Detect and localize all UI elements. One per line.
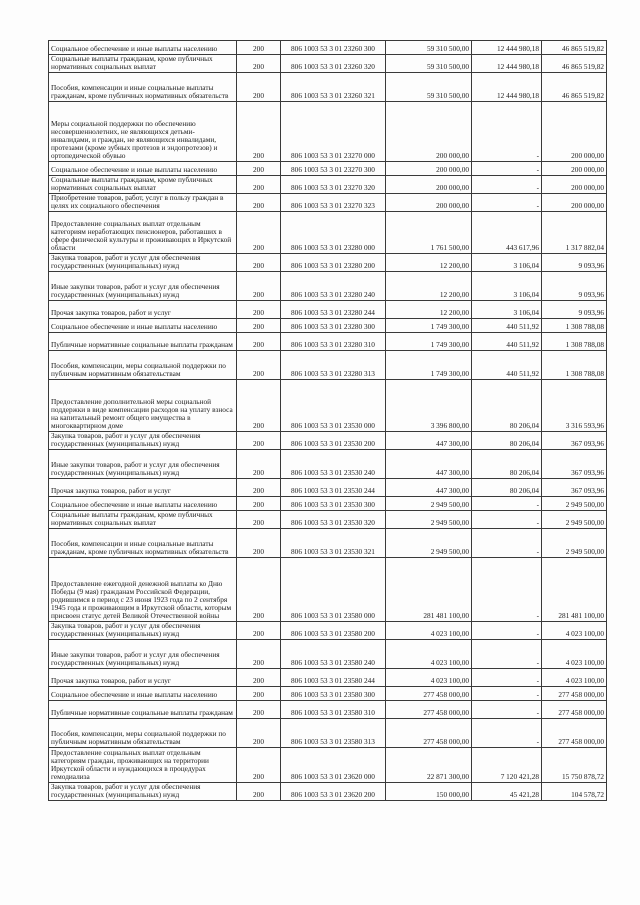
row-name — [49, 479, 237, 497]
table-row — [49, 450, 607, 479]
row-name-text: Пособия, компенсации и иные социальные выплаты гражданам, кроме публичных нормативных обязательств — [51, 539, 229, 557]
table-row — [49, 748, 607, 783]
row-budget-code: 806 1003 53 3 01 23280 310 — [281, 333, 386, 351]
row-unexecuted-amount: 46 865 519,82 — [542, 41, 607, 55]
row-unexecuted-amount: 277 458 000,00 — [542, 687, 607, 701]
row-name — [49, 511, 237, 529]
row-unexecuted-amount: 277 458 000,00 — [542, 701, 607, 719]
table-row — [49, 351, 607, 380]
row-executed-amount: 80 206,04 — [472, 450, 542, 479]
row-executed-amount: 7 120 421,28 — [472, 748, 542, 783]
row-name-text: Закупка товаров, работ и услуг для обеспечения государственных (муниципальных) нужд — [51, 621, 201, 639]
row-executed-amount: 3 106,04 — [472, 301, 542, 319]
row-executed-amount: 440 511,92 — [472, 319, 542, 333]
row-unexecuted-amount: 200 000,00 — [542, 102, 607, 162]
row-approved-amount: 4 023 100,00 — [386, 640, 472, 669]
row-budget-code: 806 1003 53 3 01 23280 200 — [281, 254, 386, 272]
row-name-text: Пособия, компенсации и иные социальные выплаты гражданам, кроме публичных нормативных обязательств — [51, 83, 229, 101]
row-admin-code: 200 — [237, 450, 281, 479]
row-approved-amount: 447 300,00 — [386, 432, 472, 450]
row-admin-code: 200 — [237, 783, 281, 801]
row-name — [49, 319, 237, 333]
table-row — [49, 254, 607, 272]
row-admin-code: 200 — [237, 669, 281, 687]
row-executed-amount: 3 106,04 — [472, 254, 542, 272]
row-admin-code: 200 — [237, 319, 281, 333]
row-budget-code: 806 1003 53 3 01 23270 300 — [281, 162, 386, 176]
row-admin-code: 200 — [237, 479, 281, 497]
row-approved-amount: 1 749 300,00 — [386, 333, 472, 351]
row-approved-amount: 277 458 000,00 — [386, 701, 472, 719]
row-admin-code: 200 — [237, 432, 281, 450]
row-name — [49, 55, 237, 73]
table-row — [49, 333, 607, 351]
row-executed-amount: 12 444 980,18 — [472, 55, 542, 73]
row-unexecuted-amount: 2 949 500,00 — [542, 497, 607, 511]
row-admin-code: 200 — [237, 640, 281, 669]
row-budget-code: 806 1003 53 3 01 23260 321 — [281, 73, 386, 102]
row-budget-code: 806 1003 53 3 01 23530 321 — [281, 529, 386, 558]
row-approved-amount: 4 023 100,00 — [386, 622, 472, 640]
row-approved-amount: 1 749 300,00 — [386, 351, 472, 380]
row-admin-code: 200 — [237, 701, 281, 719]
row-admin-code: 200 — [237, 212, 281, 254]
row-unexecuted-amount: 9 093,96 — [542, 301, 607, 319]
row-budget-code: 806 1003 53 3 01 23580 240 — [281, 640, 386, 669]
row-executed-amount: - — [472, 558, 542, 622]
row-approved-amount: 277 458 000,00 — [386, 687, 472, 701]
row-name-text: Предоставление социальных выплат отдельным категориям граждан, проживающих на территории Иркутской области и нуждающихся в процедурах гемодиализа — [51, 747, 209, 782]
table-row — [49, 212, 607, 254]
table-row — [49, 719, 607, 748]
row-approved-amount: 12 200,00 — [386, 254, 472, 272]
row-approved-amount: 200 000,00 — [386, 162, 472, 176]
row-executed-amount: - — [472, 194, 542, 212]
row-approved-amount: 200 000,00 — [386, 102, 472, 162]
row-approved-amount: 1 749 300,00 — [386, 319, 472, 333]
row-executed-amount: - — [472, 529, 542, 558]
row-unexecuted-amount: 200 000,00 — [542, 194, 607, 212]
row-unexecuted-amount: 4 023 100,00 — [542, 669, 607, 687]
row-unexecuted-amount: 9 093,96 — [542, 272, 607, 301]
row-approved-amount: 4 023 100,00 — [386, 669, 472, 687]
row-executed-amount: 12 444 980,18 — [472, 73, 542, 102]
row-name — [49, 640, 237, 669]
table-row — [49, 479, 607, 497]
row-unexecuted-amount: 2 949 500,00 — [542, 511, 607, 529]
row-admin-code: 200 — [237, 719, 281, 748]
row-approved-amount: 2 949 500,00 — [386, 511, 472, 529]
table-row — [49, 301, 607, 319]
row-budget-code: 806 1003 53 3 01 23530 000 — [281, 380, 386, 432]
row-executed-amount: 45 421,28 — [472, 783, 542, 801]
row-budget-code: 806 1003 53 3 01 23580 200 — [281, 622, 386, 640]
row-name — [49, 701, 237, 719]
row-name-text: Пособия, компенсации, меры социальной поддержки по публичным нормативным обязательствам — [51, 361, 226, 379]
row-approved-amount: 150 000,00 — [386, 783, 472, 801]
row-budget-code: 806 1003 53 3 01 23280 240 — [281, 272, 386, 301]
row-name — [49, 669, 237, 687]
row-approved-amount: 59 310 500,00 — [386, 41, 472, 55]
row-executed-amount: - — [472, 701, 542, 719]
row-admin-code: 200 — [237, 529, 281, 558]
row-name-text: Закупка товаров, работ и услуг для обеспечения государственных (муниципальных) нужд — [51, 431, 201, 449]
row-unexecuted-amount: 367 093,96 — [542, 450, 607, 479]
row-admin-code: 200 — [237, 162, 281, 176]
row-executed-amount: - — [472, 719, 542, 748]
table-row — [49, 640, 607, 669]
row-approved-amount: 12 200,00 — [386, 272, 472, 301]
table-row — [49, 622, 607, 640]
table-row — [49, 194, 607, 212]
row-admin-code: 200 — [237, 558, 281, 622]
row-executed-amount: - — [472, 102, 542, 162]
table-row — [49, 511, 607, 529]
row-executed-amount: - — [472, 669, 542, 687]
row-admin-code: 200 — [237, 102, 281, 162]
row-approved-amount: 2 949 500,00 — [386, 497, 472, 511]
row-budget-code: 806 1003 53 3 01 23620 200 — [281, 783, 386, 801]
row-name-text: Социальное обеспечение и иные выплаты населению — [51, 44, 218, 54]
row-executed-amount: 3 106,04 — [472, 272, 542, 301]
row-budget-code: 806 1003 53 3 01 23580 244 — [281, 669, 386, 687]
table-row — [49, 687, 607, 701]
row-name — [49, 162, 237, 176]
row-executed-amount: - — [472, 640, 542, 669]
row-name — [49, 432, 237, 450]
row-name-text: Предоставление дополнительной меры социальной поддержки в виде компенсации расходов на уплату взноса на капитальный ремонт общего имущества в многоквартирном доме — [51, 396, 233, 431]
row-name-text: Социальное обеспечение и иные выплаты населению — [51, 690, 218, 700]
row-executed-amount: 12 444 980,18 — [472, 41, 542, 55]
table-row — [49, 701, 607, 719]
row-admin-code: 200 — [237, 254, 281, 272]
row-name-text: Закупка товаров, работ и услуг для обеспечения государственных (муниципальных) нужд — [51, 253, 201, 271]
row-name — [49, 301, 237, 319]
row-executed-amount: 440 511,92 — [472, 351, 542, 380]
table-row — [49, 272, 607, 301]
row-unexecuted-amount: 4 023 100,00 — [542, 640, 607, 669]
row-admin-code: 200 — [237, 272, 281, 301]
row-name-text: Социальное обеспечение и иные выплаты населению — [51, 500, 218, 510]
row-admin-code: 200 — [237, 380, 281, 432]
row-name-text: Социальное обеспечение и иные выплаты населению — [51, 322, 218, 332]
row-approved-amount: 200 000,00 — [386, 194, 472, 212]
row-approved-amount: 59 310 500,00 — [386, 55, 472, 73]
row-name-text: Предоставление социальных выплат отдельным категориям неработающих пенсионеров, работавших в сфере физической культуры и проживающих в Иркутской области — [51, 218, 232, 253]
table-row — [49, 176, 607, 194]
row-name — [49, 351, 237, 380]
row-admin-code: 200 — [237, 333, 281, 351]
row-name-text: Социальные выплаты гражданам, кроме публичных нормативных социальных выплат — [51, 54, 213, 72]
row-name — [49, 254, 237, 272]
row-name — [49, 497, 237, 511]
row-executed-amount: 440 511,92 — [472, 333, 542, 351]
row-name-text: Меры социальной поддержки по обеспечению несовершеннолетних, не являющихся детьми-инвалидами, и граждан, не являющихся инвалидами, протезами (кроме зубных протезов и эндопротезов) и ортопедической обувью — [51, 118, 218, 161]
row-executed-amount: - — [472, 176, 542, 194]
row-unexecuted-amount: 1 308 788,08 — [542, 319, 607, 333]
row-name — [49, 748, 237, 783]
row-name-text: Пособия, компенсации, меры социальной поддержки по публичным нормативным обязательствам — [51, 729, 226, 747]
row-name-text: Социальное обеспечение и иные выплаты населению — [51, 165, 218, 175]
row-executed-amount: - — [472, 162, 542, 176]
row-executed-amount: - — [472, 511, 542, 529]
row-name — [49, 558, 237, 622]
row-approved-amount: 12 200,00 — [386, 301, 472, 319]
row-name — [49, 529, 237, 558]
row-name — [49, 194, 237, 212]
row-budget-code: 806 1003 53 3 01 23270 323 — [281, 194, 386, 212]
row-budget-code: 806 1003 53 3 01 23580 000 — [281, 558, 386, 622]
row-name-text: Закупка товаров, работ и услуг для обеспечения государственных (муниципальных) нужд — [51, 782, 201, 800]
table-row — [49, 669, 607, 687]
row-budget-code: 806 1003 53 3 01 23280 244 — [281, 301, 386, 319]
row-executed-amount: - — [472, 687, 542, 701]
row-budget-code: 806 1003 53 3 01 23620 000 — [281, 748, 386, 783]
row-unexecuted-amount: 367 093,96 — [542, 479, 607, 497]
table-row — [49, 102, 607, 162]
row-unexecuted-amount: 104 578,72 — [542, 783, 607, 801]
row-unexecuted-amount: 1 317 882,04 — [542, 212, 607, 254]
row-admin-code: 200 — [237, 511, 281, 529]
row-unexecuted-amount: 46 865 519,82 — [542, 73, 607, 102]
row-budget-code: 806 1003 53 3 01 23260 320 — [281, 55, 386, 73]
table-row — [49, 73, 607, 102]
row-approved-amount: 447 300,00 — [386, 479, 472, 497]
row-admin-code: 200 — [237, 73, 281, 102]
table-row — [49, 783, 607, 801]
row-admin-code: 200 — [237, 301, 281, 319]
row-unexecuted-amount: 200 000,00 — [542, 162, 607, 176]
row-name — [49, 73, 237, 102]
row-budget-code: 806 1003 53 3 01 23580 313 — [281, 719, 386, 748]
row-unexecuted-amount: 46 865 519,82 — [542, 55, 607, 73]
row-executed-amount: - — [472, 622, 542, 640]
row-name — [49, 272, 237, 301]
row-unexecuted-amount: 3 316 593,96 — [542, 380, 607, 432]
row-name-text: Прочая закупка товаров, работ и услуг — [51, 486, 171, 496]
row-executed-amount: 80 206,04 — [472, 380, 542, 432]
row-name-text: Публичные нормативные социальные выплаты гражданам — [51, 340, 233, 350]
row-unexecuted-amount: 281 481 100,00 — [542, 558, 607, 622]
table-row — [49, 55, 607, 73]
row-budget-code: 806 1003 53 3 01 23270 000 — [281, 102, 386, 162]
row-budget-code: 806 1003 53 3 01 23270 320 — [281, 176, 386, 194]
row-admin-code: 200 — [237, 622, 281, 640]
row-name — [49, 333, 237, 351]
row-unexecuted-amount: 4 023 100,00 — [542, 622, 607, 640]
row-approved-amount: 200 000,00 — [386, 176, 472, 194]
row-unexecuted-amount: 1 308 788,08 — [542, 351, 607, 380]
row-name — [49, 783, 237, 801]
row-unexecuted-amount: 277 458 000,00 — [542, 719, 607, 748]
row-budget-code: 806 1003 53 3 01 23530 320 — [281, 511, 386, 529]
row-executed-amount: 80 206,04 — [472, 432, 542, 450]
row-name-text: Прочая закупка товаров, работ и услуг — [51, 676, 171, 686]
row-name-text: Иные закупки товаров, работ и услуг для обеспечения государственных (муниципальных) нужд — [51, 650, 220, 668]
row-approved-amount: 277 458 000,00 — [386, 719, 472, 748]
row-approved-amount: 59 310 500,00 — [386, 73, 472, 102]
row-executed-amount: 80 206,04 — [472, 479, 542, 497]
budget-table — [48, 40, 607, 801]
row-admin-code: 200 — [237, 55, 281, 73]
row-name-text: Приобретение товаров, работ, услуг в пользу граждан в целях их социального обеспечения — [51, 193, 224, 211]
row-approved-amount: 447 300,00 — [386, 450, 472, 479]
row-name-text: Публичные нормативные социальные выплаты гражданам — [51, 708, 233, 718]
row-unexecuted-amount: 1 308 788,08 — [542, 333, 607, 351]
budget-table-body — [49, 41, 607, 801]
row-budget-code: 806 1003 53 3 01 23580 310 — [281, 701, 386, 719]
row-budget-code: 806 1003 53 3 01 23530 240 — [281, 450, 386, 479]
row-approved-amount: 281 481 100,00 — [386, 558, 472, 622]
row-budget-code: 806 1003 53 3 01 23280 000 — [281, 212, 386, 254]
table-row — [49, 529, 607, 558]
row-unexecuted-amount: 15 750 878,72 — [542, 748, 607, 783]
row-executed-amount: 443 617,96 — [472, 212, 542, 254]
row-admin-code: 200 — [237, 497, 281, 511]
row-admin-code: 200 — [237, 748, 281, 783]
table-row — [49, 162, 607, 176]
row-name-text: Прочая закупка товаров, работ и услуг — [51, 308, 171, 318]
table-row — [49, 319, 607, 333]
row-approved-amount: 1 761 500,00 — [386, 212, 472, 254]
row-admin-code: 200 — [237, 351, 281, 380]
row-name-text: Предоставление ежегодной денежной выплаты ко Дню Победы (9 мая) гражданам Российской Федерации, родившимся в период с 23 июня 1923 года по 2 сентября 1945 года и проживающим в Иркутской области, которым присвоен статус детей Великой Отечественной войны — [51, 578, 232, 621]
row-name — [49, 212, 237, 254]
row-approved-amount: 3 396 800,00 — [386, 380, 472, 432]
row-admin-code: 200 — [237, 687, 281, 701]
row-name-text: Иные закупки товаров, работ и услуг для обеспечения государственных (муниципальных) нужд — [51, 460, 220, 478]
row-name — [49, 687, 237, 701]
row-budget-code: 806 1003 53 3 01 23530 200 — [281, 432, 386, 450]
row-executed-amount: - — [472, 497, 542, 511]
table-row — [49, 558, 607, 622]
row-name — [49, 450, 237, 479]
row-budget-code: 806 1003 53 3 01 23580 300 — [281, 687, 386, 701]
row-budget-code: 806 1003 53 3 01 23260 300 — [281, 41, 386, 55]
row-unexecuted-amount: 367 093,96 — [542, 432, 607, 450]
row-budget-code: 806 1003 53 3 01 23530 244 — [281, 479, 386, 497]
row-admin-code: 200 — [237, 176, 281, 194]
table-row — [49, 432, 607, 450]
row-name — [49, 176, 237, 194]
row-name-text: Иные закупки товаров, работ и услуг для обеспечения государственных (муниципальных) нужд — [51, 282, 220, 300]
row-name — [49, 102, 237, 162]
row-admin-code: 200 — [237, 41, 281, 55]
row-name — [49, 380, 237, 432]
table-row — [49, 41, 607, 55]
row-approved-amount: 2 949 500,00 — [386, 529, 472, 558]
row-unexecuted-amount: 9 093,96 — [542, 254, 607, 272]
row-unexecuted-amount: 2 949 500,00 — [542, 529, 607, 558]
row-admin-code: 200 — [237, 194, 281, 212]
row-budget-code: 806 1003 53 3 01 23280 313 — [281, 351, 386, 380]
row-budget-code: 806 1003 53 3 01 23530 300 — [281, 497, 386, 511]
row-approved-amount: 22 871 300,00 — [386, 748, 472, 783]
row-name — [49, 41, 237, 55]
row-name — [49, 719, 237, 748]
table-row — [49, 497, 607, 511]
row-name-text: Социальные выплаты гражданам, кроме публичных нормативных социальных выплат — [51, 175, 213, 193]
row-budget-code: 806 1003 53 3 01 23280 300 — [281, 319, 386, 333]
row-name — [49, 622, 237, 640]
table-row — [49, 380, 607, 432]
row-name-text: Социальные выплаты гражданам, кроме публичных нормативных социальных выплат — [51, 510, 213, 528]
row-unexecuted-amount: 200 000,00 — [542, 176, 607, 194]
